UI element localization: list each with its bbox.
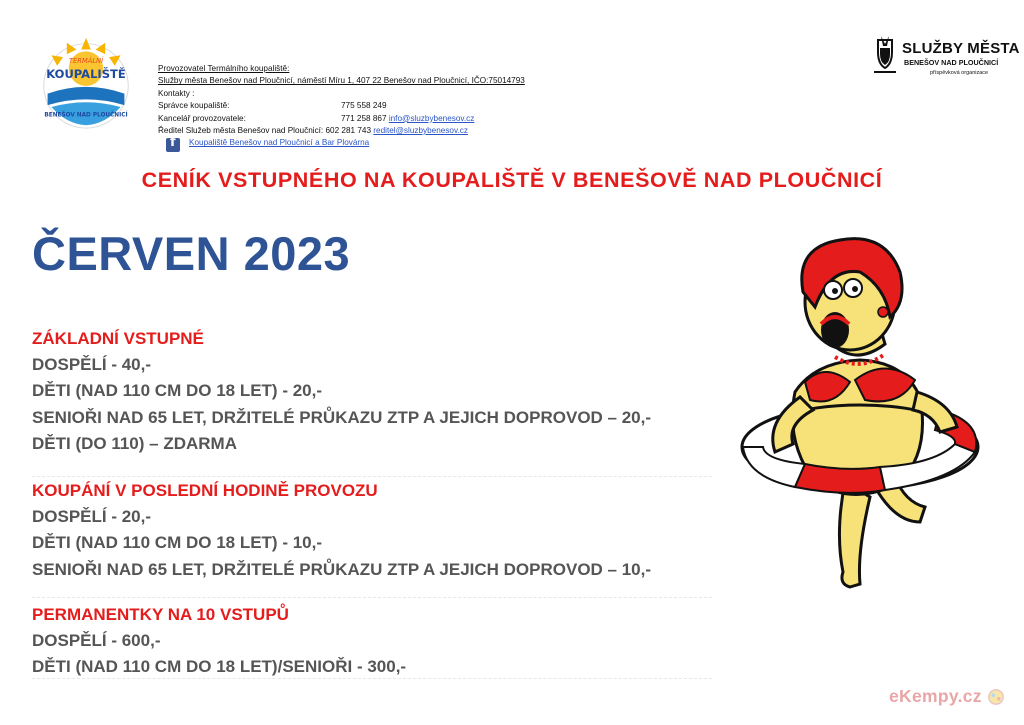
director-row — [158, 125, 588, 137]
manager-phone: 775 558 249 — [341, 101, 387, 111]
price-line: DĚTI (NAD 110 CM DO 18 LET)/SENIOŘI - 300,- — [32, 657, 407, 677]
office-email-link[interactable]: info@sluzbybenesov.cz — [388, 113, 475, 123]
section-basic-admission — [32, 326, 732, 458]
brand-title: SLUŽBY MĚSTA — [902, 40, 1020, 57]
operator-info — [158, 63, 588, 151]
logo-top-text: TERMÁLNÍ — [68, 56, 104, 65]
facebook-row — [158, 137, 588, 151]
brand-subsubtitle: příspěvková organizace — [930, 70, 989, 76]
facebook-link[interactable]: Koupaliště Benešov nad Ploučnicí a Bar Plovárna — [189, 138, 370, 148]
price-line: DOSPĚLÍ - 40,- — [32, 355, 152, 374]
price-line: DOSPĚLÍ - 600,- — [32, 631, 161, 650]
logo-main-text: KOUPALIŠTĚ — [46, 67, 126, 82]
price-line: DOSPĚLÍ - 20,- — [32, 507, 152, 526]
section-divider — [32, 678, 712, 679]
operator-address: Služby města Benešov nad Ploučnicí, náměstí Míru 1, 407 22 Benešov nad Ploučnicí, IČO:75014793 — [158, 76, 525, 86]
city-coat-of-arms-icon — [872, 34, 898, 78]
brand-logo — [872, 32, 1020, 80]
price-line: DĚTI (DO 110) – ZDARMA — [32, 434, 237, 454]
brand-subtitle: BENEŠOV NAD PLOUČNICÍ — [904, 58, 999, 67]
office-contact — [341, 113, 474, 125]
month-heading: ČERVEN 2023 — [32, 227, 351, 280]
office-label: Kancelář provozovatele: — [158, 113, 246, 123]
section-heading: PERMANENTKY NA 10 VSTUPŮ — [32, 605, 289, 624]
section-season-passes — [32, 602, 732, 681]
price-line: DĚTI (NAD 110 CM DO 18 LET) - 20,- — [32, 381, 322, 401]
logo-bottom-text: BENEŠOV NAD PLOUČNICÍ — [44, 112, 128, 119]
price-line: SENIOŘI NAD 65 LET, DRŽITELÉ PRŮKAZU ZTP A JEJICH DOPROVOD – 10,- — [32, 559, 652, 579]
pool-logo — [38, 36, 134, 132]
manager-label: Správce koupaliště: — [158, 101, 230, 111]
section-heading: ZÁKLADNÍ VSTUPNÉ — [32, 329, 204, 348]
manager-row — [158, 100, 588, 112]
facebook-icon[interactable]: f — [166, 138, 180, 152]
section-divider — [32, 597, 712, 598]
section-last-hour — [32, 478, 732, 583]
price-line: SENIOŘI NAD 65 LET, DRŽITELÉ PRŮKAZU ZTP A JEJICH DOPROVOD – 20,- — [32, 407, 652, 427]
price-line: DĚTI (NAD 110 CM DO 18 LET) - 10,- — [32, 533, 322, 553]
operator-title: Provozovatel Termálního koupaliště: — [158, 64, 290, 73]
section-divider — [32, 476, 712, 477]
director-email-link[interactable]: reditel@sluzbybenesov.cz — [373, 126, 468, 136]
office-phone: 771 258 867 — [341, 113, 387, 123]
page-title: CENÍK VSTUPNÉHO NA KOUPALIŠTĚ V BENEŠOVĚ NAD PLOUČNICÍ — [141, 168, 883, 192]
swimmer-cartoon-illustration — [735, 232, 985, 594]
contacts-label: Kontakty : — [158, 88, 195, 98]
office-row — [158, 113, 588, 125]
watermark-logo-icon — [987, 688, 1005, 706]
section-heading: KOUPÁNÍ V POSLEDNÍ HODINĚ PROVOZU — [32, 481, 378, 500]
watermark-text: eKempy.cz — [889, 686, 982, 706]
director-label: Ředitel Služeb města Benešov nad Ploučnicí: 602 281 743 — [158, 126, 372, 136]
